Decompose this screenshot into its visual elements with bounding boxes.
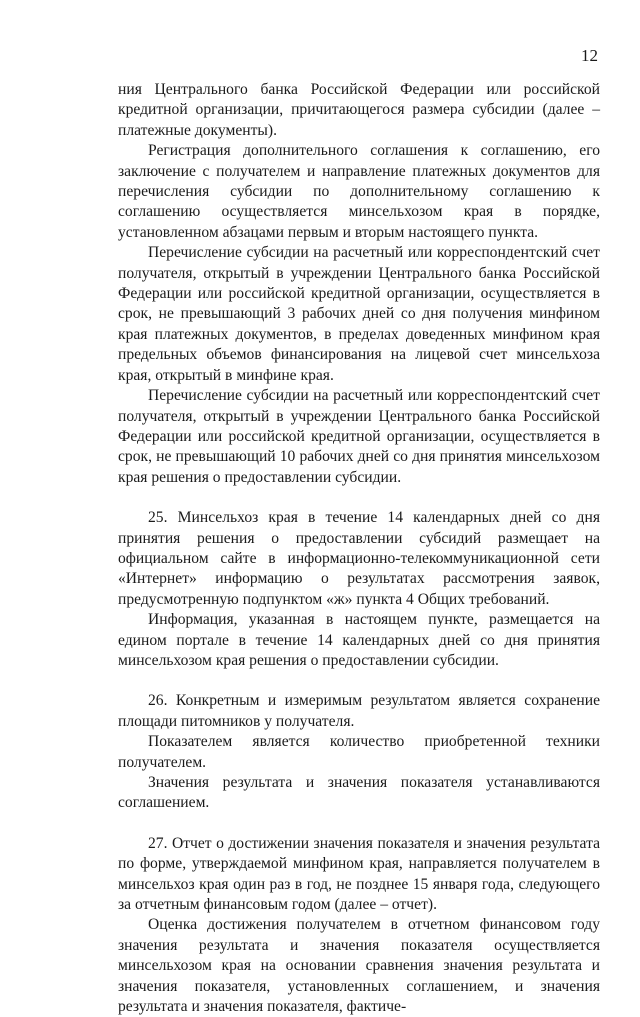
- paragraph-continuation: ния Центрального банка Российской Федерации или российской кредитной организации, причитающегося размера субсидии (далее – платежные документы).: [118, 81, 600, 139]
- paragraph-transfer-3-days: Перечисление субсидии на расчетный или корреспондентский счет получателя, открытый в учреждении Центрального банка Российской Федерации или российской кредитной организации, осуществляется в срок, не превышающий 3 рабочих дней со дня получения минфином края платежных документов, в пределах доведенных минфином края предельных объемов финансирования на лицевой счет минсельхоза края, открытый в минфине края.: [118, 244, 600, 384]
- paragraph-item-26-values: Значения результата и значения показателя устанавливаются соглашением.: [118, 774, 600, 812]
- paragraph-item-27-assessment: Оценка достижения получателем в отчетном финансовом году значения результата и значения показателя осуществляется минсельхозом края на основании сравнения значения результата и значения показателя, установленных соглашением, и значения результата и значения показателя, фактиче-: [118, 916, 600, 1016]
- paragraph-item-26-indicator: Показателем является количество приобретенной техники получателем.: [118, 733, 600, 771]
- paragraph-transfer-10-days: Перечисление субсидии на расчетный или корреспондентский счет получателя, открытый в учреждении Центрального банка Российской Федерации или российской кредитной организации, осуществляется в срок, не превышающий 10 рабочих дней со дня принятия минсельхозом края решения о предоставлении субсидии.: [118, 387, 600, 486]
- paragraph-item-27: 27. Отчет о достижении значения показателя и значения результата по форме, утверждаемой минфином края, направляется получателем в минсельхоз края один раз в год, не позднее 15 января года, следующего за отчетным финансовым годом (далее – отчет).: [118, 834, 600, 914]
- paragraph-item-26: 26. Конкретным и измеримым результатом является сохранение площади питомников у получателя.: [118, 692, 600, 730]
- paragraph-item-25-info: Информация, указанная в настоящем пункте, размещается на едином портале в течение 14 календарных дней со дня принятия минсельхозом края решения о предоставлении субсидии.: [118, 611, 600, 669]
- document-body: [118, 80, 600, 1017]
- paragraph-item-25: 25. Минсельхоз края в течение 14 календарных дней со дня принятия решения о предоставлении субсидий размещает на официальном сайте в информационно-телекоммуникационной сети «Интернет» информацию о результатах рассмотрения заявок, предусмотренную подпунктом «ж» пункта 4 Общих требований.: [118, 509, 600, 608]
- paragraph-registration: Регистрация дополнительного соглашения к соглашению, его заключение с получателем и направление платежных документов для перечисления субсидии по дополнительному соглашению к соглашению осуществляется минсельхозом края в порядке, установленном абзацами первым и вторым настоящего пункта.: [118, 142, 600, 241]
- page-number: 12: [581, 46, 598, 65]
